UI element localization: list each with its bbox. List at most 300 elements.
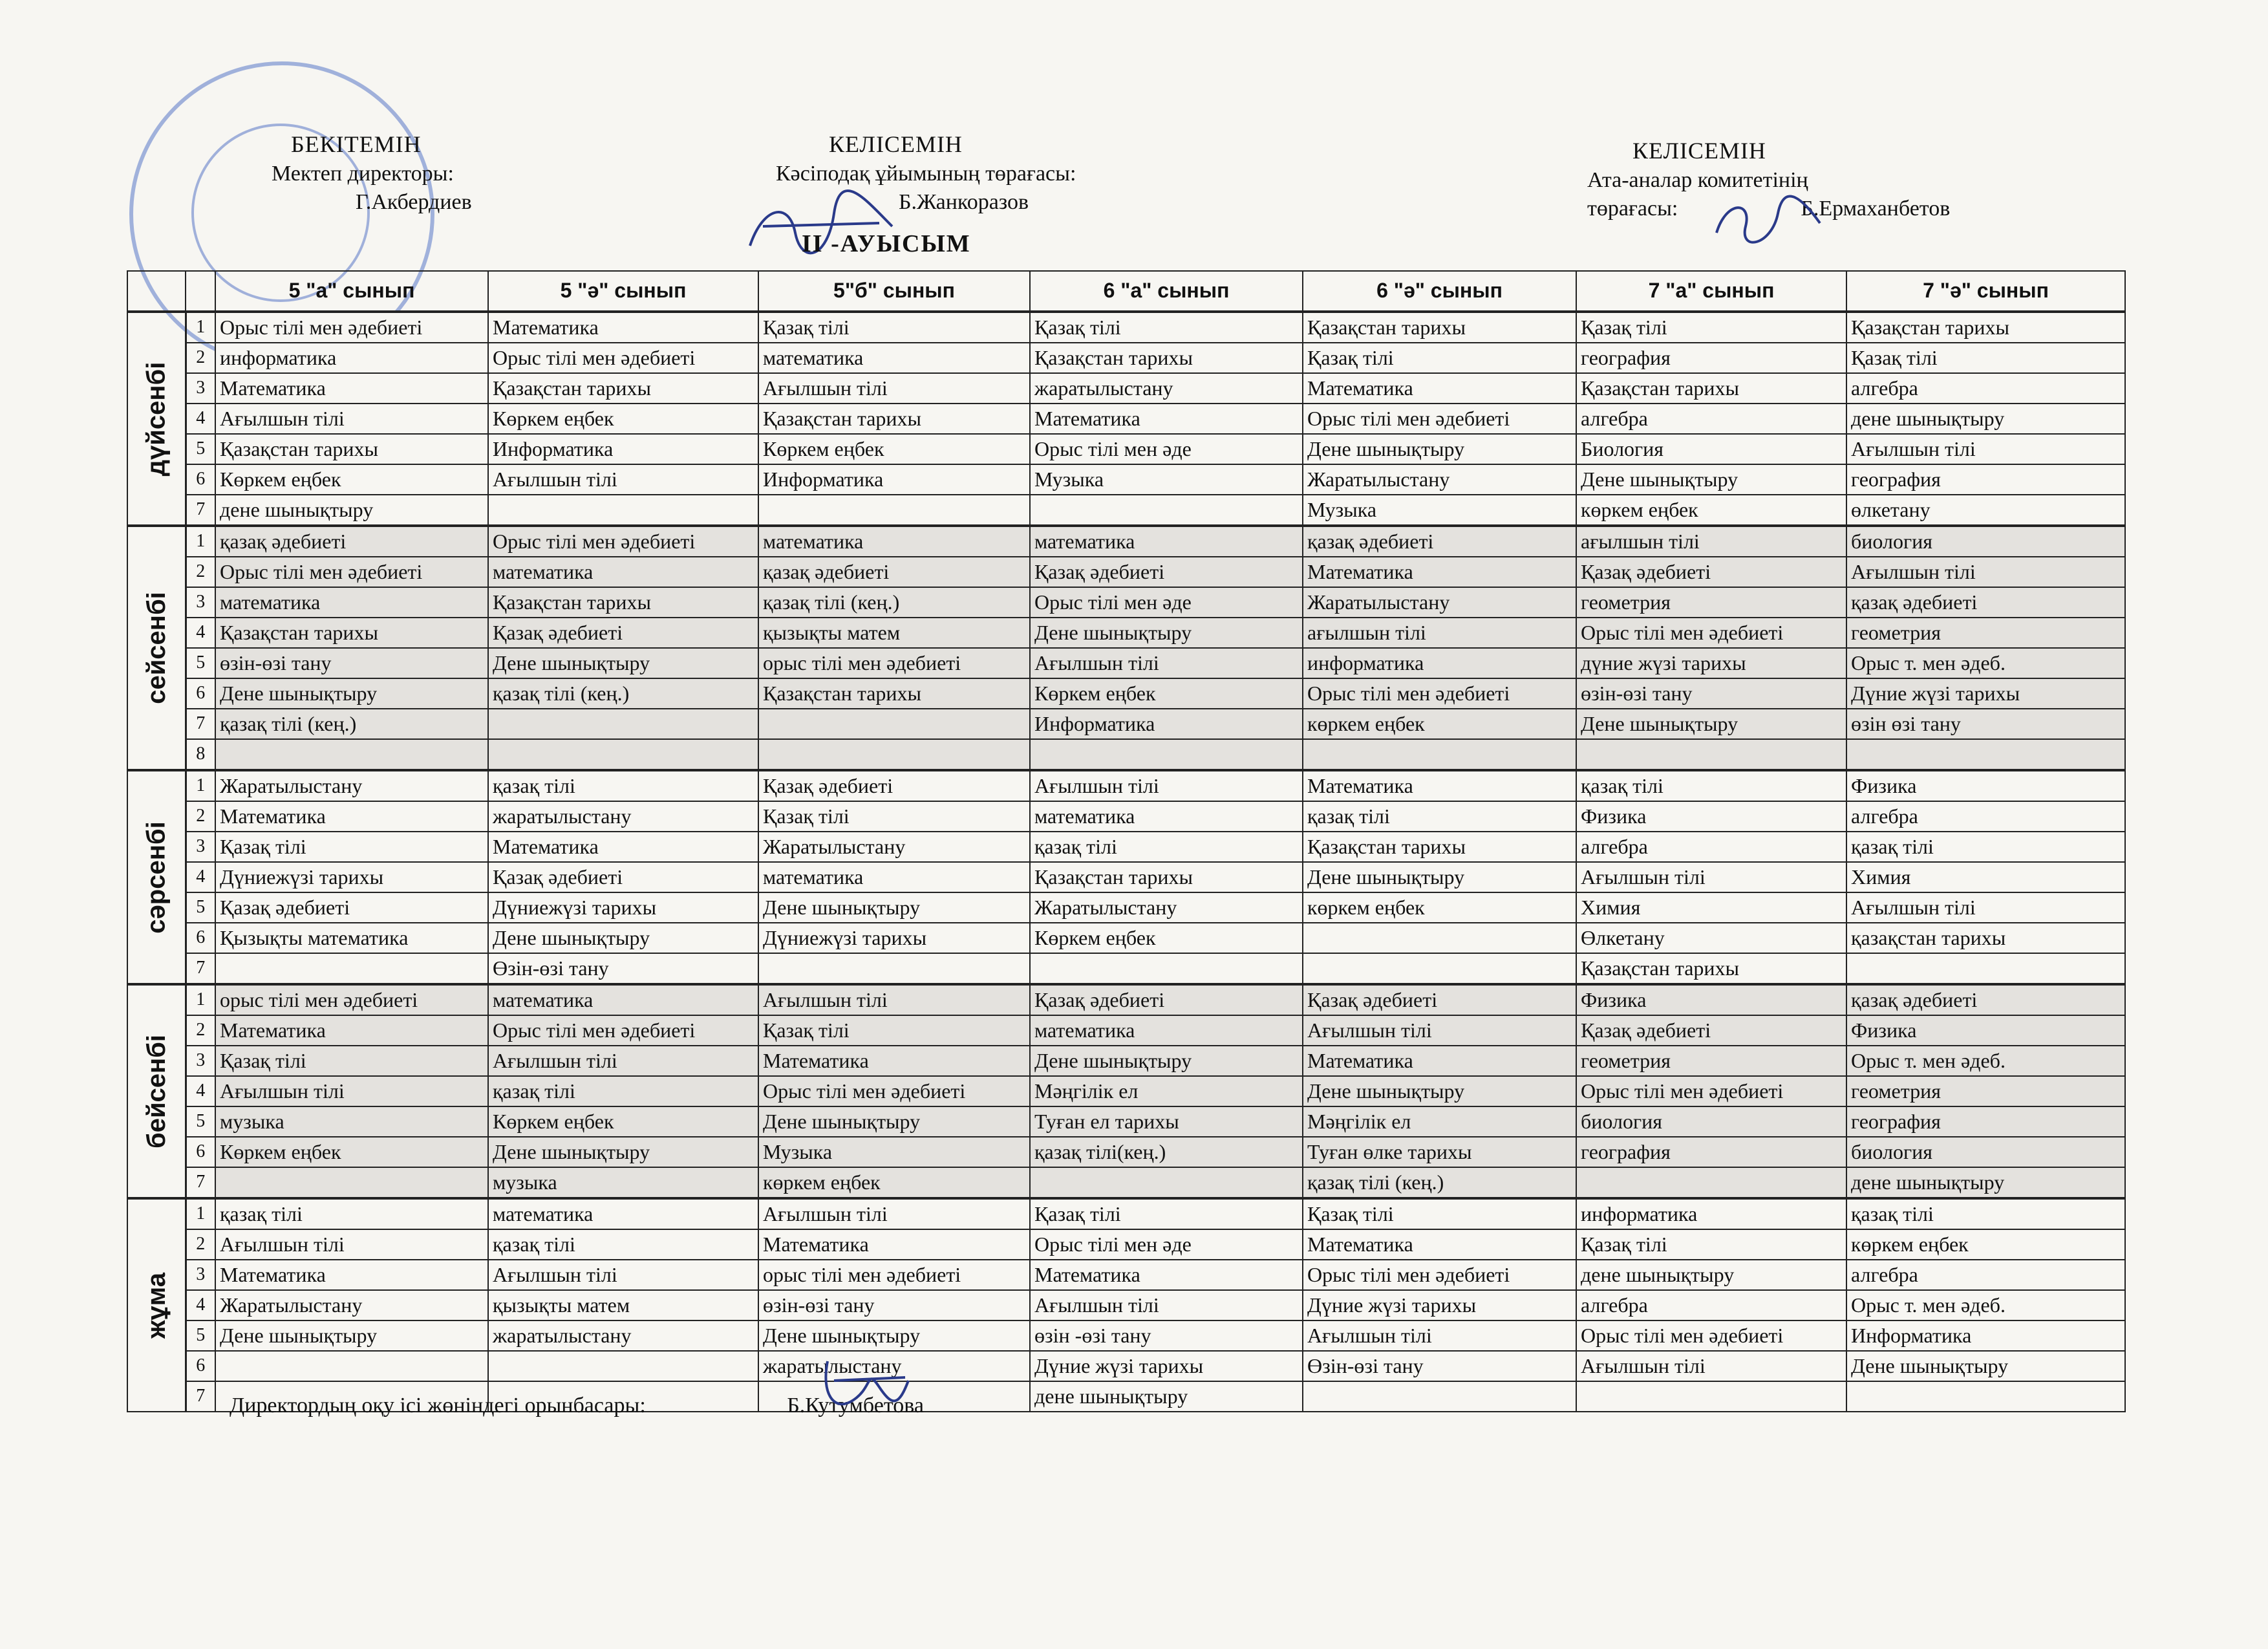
lesson-number: 6 (186, 464, 215, 495)
lesson-cell: математика (488, 984, 758, 1015)
lesson-cell: Дене шынықтыру (758, 1320, 1030, 1351)
lesson-cell: Туған ел тарихы (1030, 1106, 1303, 1137)
lesson-cell: Дүниежүзі тарихы (215, 862, 488, 892)
lesson-cell (1576, 1167, 1846, 1198)
lesson-row (127, 862, 2125, 892)
lesson-cell (215, 1351, 488, 1381)
lesson-cell: Қазақ тілі (758, 1015, 1030, 1046)
lesson-cell: Дене шынықтыру (215, 678, 488, 709)
lesson-cell: Мәңгілік ел (1303, 1106, 1576, 1137)
lesson-cell: Қазақстан тарихы (1303, 312, 1576, 343)
lesson-cell: математика (488, 1198, 758, 1229)
lesson-cell: Информатика (488, 434, 758, 464)
lesson-row (127, 312, 2125, 343)
lesson-cell: Орыс тілі мен әдебиеті (1303, 1260, 1576, 1290)
lesson-cell: Көркем еңбек (488, 1106, 758, 1137)
lesson-row (127, 709, 2125, 739)
lesson-cell: Информатика (1846, 1320, 2125, 1351)
lesson-cell (488, 709, 758, 739)
lesson-cell: жаратылыстану (488, 801, 758, 832)
lesson-cell (1030, 739, 1303, 770)
approval-role: Ата-аналар комитетінің (1587, 167, 1808, 192)
signature-deputy (808, 1348, 918, 1426)
corner-cell (186, 271, 215, 312)
lesson-number: 6 (186, 1137, 215, 1167)
shift-title: II -АУЫСЫМ (802, 230, 971, 257)
lesson-cell: Жаратылыстану (215, 1290, 488, 1320)
lesson-cell: Қазақ әдебиеті (758, 770, 1030, 801)
class-header: 6 "а" сынып (1030, 271, 1303, 312)
day-name: сейсенбі (142, 592, 171, 704)
lesson-number: 3 (186, 832, 215, 862)
lesson-cell (1846, 953, 2125, 984)
lesson-number: 3 (186, 373, 215, 404)
lesson-cell: Қазақстан тарихы (488, 373, 758, 404)
lesson-number: 4 (186, 1076, 215, 1106)
lesson-row (127, 404, 2125, 434)
lesson-number: 3 (186, 587, 215, 618)
lesson-cell: Математика (215, 1260, 488, 1290)
lesson-cell: Физика (1576, 984, 1846, 1015)
lesson-cell: Химия (1846, 862, 2125, 892)
lesson-cell: Дене шынықтыру (1030, 618, 1303, 648)
lesson-row (127, 770, 2125, 801)
lesson-number: 7 (186, 1167, 215, 1198)
lesson-row (127, 1137, 2125, 1167)
lesson-cell (488, 739, 758, 770)
lesson-cell: математика (758, 862, 1030, 892)
day-label-cell (127, 770, 186, 984)
lesson-cell: математика (488, 557, 758, 587)
lesson-cell: Математика (488, 832, 758, 862)
lesson-cell: қазақ тілі (488, 1076, 758, 1106)
approval-name: Г.Акбердиев (356, 189, 472, 214)
lesson-cell: Орыс тілі мен әдебиеті (488, 343, 758, 373)
lesson-cell: Ағылшын тілі (488, 1046, 758, 1076)
lesson-cell: Қазақ әдебиеті (1576, 1015, 1846, 1046)
lesson-cell: Информатика (758, 464, 1030, 495)
lesson-cell: өзін-өзі тану (215, 648, 488, 678)
lesson-cell: Математика (758, 1046, 1030, 1076)
lesson-number: 4 (186, 404, 215, 434)
class-header: 5"б" сынып (758, 271, 1030, 312)
lesson-cell (1846, 739, 2125, 770)
lesson-row (127, 526, 2125, 557)
day-name: жұма (142, 1272, 171, 1339)
lesson-row (127, 1106, 2125, 1137)
lesson-cell: Қазақ тілі (758, 801, 1030, 832)
lesson-cell: Ағылшын тілі (488, 464, 758, 495)
lesson-cell: қазақ тілі (1030, 832, 1303, 862)
lesson-cell: Дене шынықтыру (1303, 862, 1576, 892)
lesson-cell: Көркем еңбек (215, 1137, 488, 1167)
lesson-cell (758, 739, 1030, 770)
lesson-row (127, 373, 2125, 404)
lesson-cell: Орыс тілі мен әдебиеті (215, 312, 488, 343)
lesson-cell: Информатика (1030, 709, 1303, 739)
lesson-cell: Музыка (758, 1137, 1030, 1167)
lesson-number: 1 (186, 1198, 215, 1229)
lesson-cell: география (1576, 1137, 1846, 1167)
lesson-cell: алгебра (1576, 832, 1846, 862)
lesson-cell: Ағылшын тілі (1846, 434, 2125, 464)
lesson-cell: Көркем еңбек (488, 404, 758, 434)
lesson-cell: Дүние жүзі тарихы (1846, 678, 2125, 709)
lesson-row (127, 587, 2125, 618)
lesson-cell: Көркем еңбек (758, 434, 1030, 464)
lesson-cell: Химия (1576, 892, 1846, 923)
lesson-cell: Көркем еңбек (1030, 678, 1303, 709)
lesson-cell: Дене шынықтыру (1303, 1076, 1576, 1106)
class-header: 7 "а" сынып (1576, 271, 1846, 312)
lesson-cell: қазақ әдебиеті (758, 557, 1030, 587)
lesson-cell: Қазақстан тарихы (488, 587, 758, 618)
lesson-cell (1303, 739, 1576, 770)
lesson-cell (215, 953, 488, 984)
lesson-cell: Қазақ әдебиеті (215, 892, 488, 923)
lesson-number: 8 (186, 739, 215, 770)
lesson-row (127, 1260, 2125, 1290)
lesson-cell: Орыс т. мен әдеб. (1846, 1290, 2125, 1320)
lesson-cell: қазақ тілі (кең.) (1303, 1167, 1576, 1198)
lesson-row (127, 984, 2125, 1015)
lesson-cell: география (1846, 464, 2125, 495)
lesson-cell: Қазақстан тарихы (758, 404, 1030, 434)
lesson-cell: Орыс тілі мен әде (1030, 1229, 1303, 1260)
lesson-row (127, 618, 2125, 648)
lesson-cell: Қазақ тілі (758, 312, 1030, 343)
lesson-cell: Математика (215, 373, 488, 404)
lesson-number: 7 (186, 495, 215, 526)
lesson-cell: дене шынықтыру (1030, 1381, 1303, 1412)
lesson-number: 7 (186, 709, 215, 739)
lesson-cell: Ағылшын тілі (1846, 892, 2125, 923)
lesson-row (127, 739, 2125, 770)
lesson-cell: көркем еңбек (1303, 709, 1576, 739)
lesson-row (127, 1290, 2125, 1320)
lesson-cell: қазақ әдебиеті (1846, 587, 2125, 618)
lesson-number: 5 (186, 1320, 215, 1351)
lesson-cell: дүние жүзі тарихы (1576, 648, 1846, 678)
day-label-cell (127, 312, 186, 526)
lesson-cell: Математика (1303, 1229, 1576, 1260)
lesson-cell: Қазақ тілі (1576, 1229, 1846, 1260)
lesson-cell: алгебра (1846, 801, 2125, 832)
lesson-cell: Қазақ әдебиеті (1303, 984, 1576, 1015)
lesson-row (127, 923, 2125, 953)
lesson-cell: геометрия (1846, 618, 2125, 648)
lesson-row (127, 1076, 2125, 1106)
day-label-cell (127, 984, 186, 1198)
lesson-cell (1030, 495, 1303, 526)
lesson-cell: Қазақ тілі (215, 832, 488, 862)
lesson-row (127, 434, 2125, 464)
lesson-number: 2 (186, 343, 215, 373)
lesson-cell: Математика (1303, 373, 1576, 404)
lesson-cell: Жаратылыстану (1303, 464, 1576, 495)
lesson-cell: Ағылшын тілі (1576, 862, 1846, 892)
lesson-cell: Қазақстан тарихы (1576, 373, 1846, 404)
lesson-number: 6 (186, 1351, 215, 1381)
class-header: 7 "ә" сынып (1846, 271, 2125, 312)
lesson-cell: қазақ тілі (488, 770, 758, 801)
timetable (127, 270, 2126, 1412)
approval-title: КЕЛІСЕМІН (1632, 138, 1766, 164)
lesson-cell: Қазақ әдебиеті (1576, 557, 1846, 587)
lesson-number: 2 (186, 1015, 215, 1046)
lesson-cell: Ағылшын тілі (1030, 1290, 1303, 1320)
class-header: 6 "ә" сынып (1303, 271, 1576, 312)
lesson-cell: Дене шынықтыру (1576, 464, 1846, 495)
lesson-cell: қазақстан тарихы (1846, 923, 2125, 953)
lesson-cell: Математика (1303, 1046, 1576, 1076)
lesson-cell: ағылшын тілі (1576, 526, 1846, 557)
day-name: сәрсенбі (142, 821, 171, 934)
lesson-number: 2 (186, 1229, 215, 1260)
lesson-cell: қазақ тілі (кең.) (488, 678, 758, 709)
lesson-number: 4 (186, 618, 215, 648)
lesson-cell: Қазақ әдебиеті (488, 862, 758, 892)
lesson-row (127, 557, 2125, 587)
lesson-cell: Дене шынықтыру (1576, 709, 1846, 739)
lesson-cell: Дене шынықтыру (758, 1106, 1030, 1137)
lesson-cell: Математика (215, 1015, 488, 1046)
lesson-cell: жаратылыстану (488, 1320, 758, 1351)
lesson-cell (1303, 953, 1576, 984)
footer-name: Б.Кутумбетова (787, 1394, 924, 1417)
lesson-row (127, 1167, 2125, 1198)
lesson-cell: Орыс т. мен әдеб. (1846, 1046, 2125, 1076)
lesson-cell: Орыс т. мен әдеб. (1846, 648, 2125, 678)
lesson-row (127, 464, 2125, 495)
lesson-number: 1 (186, 312, 215, 343)
lesson-cell: Ағылшын тілі (1846, 557, 2125, 587)
lesson-cell (1846, 1381, 2125, 1412)
lesson-cell: көркем еңбек (758, 1167, 1030, 1198)
lesson-cell (488, 1351, 758, 1381)
lesson-cell: Ағылшын тілі (1303, 1015, 1576, 1046)
approval-role: Кәсіподақ ұйымының төрағасы: (776, 161, 1076, 186)
lesson-cell: геометрия (1576, 587, 1846, 618)
lesson-cell: дене шынықтыру (1846, 1167, 2125, 1198)
lesson-cell: жаратылыстану (758, 1351, 1030, 1381)
lesson-cell: көркем еңбек (1846, 1229, 2125, 1260)
lesson-number: 3 (186, 1046, 215, 1076)
lesson-number: 1 (186, 770, 215, 801)
lesson-row (127, 1229, 2125, 1260)
lesson-cell: математика (215, 587, 488, 618)
lesson-number: 5 (186, 648, 215, 678)
lesson-cell: қазақ тілі (215, 1198, 488, 1229)
lesson-cell: Орыс тілі мен әдебиеті (1576, 1076, 1846, 1106)
lesson-cell: алгебра (1846, 373, 2125, 404)
lesson-row (127, 678, 2125, 709)
day-name: дүйсенбі (142, 361, 171, 476)
lesson-cell: өзін -өзі тану (1030, 1320, 1303, 1351)
lesson-number: 5 (186, 1106, 215, 1137)
lesson-cell: биология (1846, 1137, 2125, 1167)
lesson-cell: Дене шынықтыру (758, 892, 1030, 923)
lesson-cell: геометрия (1846, 1076, 2125, 1106)
lesson-cell: Математика (1303, 770, 1576, 801)
lesson-cell: Орыс тілі мен әдебиеті (1576, 618, 1846, 648)
lesson-cell: қазақ тілі (кең.) (758, 587, 1030, 618)
lesson-cell: дене шынықтыру (215, 495, 488, 526)
class-header: 5 "а" сынып (215, 271, 488, 312)
lesson-cell: жаратылыстану (1030, 373, 1303, 404)
day-label-cell (127, 526, 186, 770)
lesson-cell: математика (1030, 801, 1303, 832)
lesson-cell (1030, 1167, 1303, 1198)
lesson-cell: биология (1846, 526, 2125, 557)
lesson-cell: Қазақ әдебиеті (488, 618, 758, 648)
lesson-cell: Қазақ тілі (215, 1046, 488, 1076)
lesson-cell: алгебра (1576, 1290, 1846, 1320)
lesson-cell: Қазақ әдебиеті (1030, 984, 1303, 1015)
approval-director (272, 129, 472, 217)
lesson-cell: Орыс тілі мен әдебиеті (1576, 1320, 1846, 1351)
lesson-cell: Жаратылыстану (215, 770, 488, 801)
lesson-cell: информатика (215, 343, 488, 373)
lesson-cell: Қазақстан тарихы (215, 618, 488, 648)
lesson-number: 6 (186, 923, 215, 953)
lesson-cell: орыс тілі мен әдебиеті (758, 1260, 1030, 1290)
lesson-number: 7 (186, 953, 215, 984)
lesson-cell: қазақ әдебиеті (215, 526, 488, 557)
lesson-cell: биология (1576, 1106, 1846, 1137)
lesson-cell: Өзін-өзі тану (1303, 1351, 1576, 1381)
lesson-cell: Математика (1030, 1260, 1303, 1290)
lesson-cell: Өлкетану (1576, 923, 1846, 953)
lesson-cell: Қазақстан тарихы (215, 434, 488, 464)
lesson-number: 7 (186, 1381, 215, 1412)
lesson-cell: математика (1030, 526, 1303, 557)
lesson-number: 1 (186, 984, 215, 1015)
lesson-number: 6 (186, 678, 215, 709)
lesson-cell: Қазақстан тарихы (758, 678, 1030, 709)
lesson-number: 2 (186, 801, 215, 832)
lesson-cell: Орыс тілі мен әдебиеті (488, 1015, 758, 1046)
lesson-cell: Дене шынықтыру (215, 1320, 488, 1351)
lesson-cell: Физика (1576, 801, 1846, 832)
lesson-cell: математика (758, 526, 1030, 557)
lesson-cell: Дене шынықтыру (488, 1137, 758, 1167)
lesson-cell: музыка (215, 1106, 488, 1137)
lesson-cell: қазақ тілі (1846, 1198, 2125, 1229)
lesson-cell: қазақ тілі(кең.) (1030, 1137, 1303, 1167)
lesson-cell: орыс тілі мен әдебиеті (758, 648, 1030, 678)
lesson-row (127, 832, 2125, 862)
lesson-cell (758, 709, 1030, 739)
lesson-cell (215, 739, 488, 770)
lesson-number: 4 (186, 1290, 215, 1320)
lesson-row (127, 495, 2125, 526)
lesson-cell: дене шынықтыру (1846, 404, 2125, 434)
lesson-cell: Ағылшын тілі (215, 404, 488, 434)
lesson-cell: қазақ тілі (1576, 770, 1846, 801)
lesson-cell: Орыс тілі мен әде (1030, 434, 1303, 464)
lesson-cell: қызықты матем (758, 618, 1030, 648)
lesson-cell: Қазақстан тарихы (1030, 862, 1303, 892)
lesson-row (127, 648, 2125, 678)
lesson-row (127, 953, 2125, 984)
lesson-cell: Музыка (1030, 464, 1303, 495)
lesson-cell: Дүние жүзі тарихы (1303, 1290, 1576, 1320)
lesson-cell: Математика (1030, 404, 1303, 434)
class-header-row (127, 271, 2125, 312)
lesson-cell (758, 495, 1030, 526)
lesson-number: 5 (186, 892, 215, 923)
day-name: бейсенбі (142, 1034, 171, 1148)
lesson-cell: Физика (1846, 1015, 2125, 1046)
lesson-row (127, 892, 2125, 923)
lesson-cell: Қазақ тілі (1030, 1198, 1303, 1229)
lesson-cell: Дүние жүзі тарихы (1030, 1351, 1303, 1381)
lesson-cell: Дене шынықтыру (1030, 1046, 1303, 1076)
lesson-cell: көркем еңбек (1576, 495, 1846, 526)
approval-role: Мектеп директоры: (272, 161, 454, 186)
lesson-cell: қазақ тілі (1303, 801, 1576, 832)
lesson-cell: математика (1030, 1015, 1303, 1046)
lesson-cell: музыка (488, 1167, 758, 1198)
lesson-cell: Ағылшын тілі (488, 1260, 758, 1290)
lesson-number: 4 (186, 862, 215, 892)
lesson-cell: Дене шынықтыру (1303, 434, 1576, 464)
approval-title: КЕЛІСЕМІН (829, 131, 963, 157)
lesson-cell: алгебра (1576, 404, 1846, 434)
day-label-cell (127, 1198, 186, 1412)
lesson-cell (215, 1167, 488, 1198)
lesson-cell: география (1576, 343, 1846, 373)
lesson-number: 5 (186, 434, 215, 464)
lesson-cell: өзін өзі тану (1846, 709, 2125, 739)
lesson-cell: Ағылшын тілі (758, 984, 1030, 1015)
lesson-number: 1 (186, 526, 215, 557)
lesson-cell: Орыс тілі мен әдебиеті (758, 1076, 1030, 1106)
lesson-cell: Ағылшын тілі (758, 1198, 1030, 1229)
lesson-cell: Дене шынықтыру (488, 648, 758, 678)
lesson-cell: Ағылшын тілі (215, 1229, 488, 1260)
lesson-cell: Жаратылыстану (1030, 892, 1303, 923)
lesson-cell: Қазақ тілі (1303, 343, 1576, 373)
lesson-cell: Қазақ тілі (1030, 312, 1303, 343)
lesson-cell: география (1846, 1106, 2125, 1137)
lesson-cell: қазақ әдебиеті (1303, 526, 1576, 557)
lesson-row (127, 1351, 2125, 1381)
lesson-row (127, 801, 2125, 832)
lesson-cell: Биология (1576, 434, 1846, 464)
lesson-cell: Орыс тілі мен әдебиеті (1303, 404, 1576, 434)
lesson-cell: Орыс тілі мен әдебиеті (1303, 678, 1576, 709)
lesson-cell: информатика (1576, 1198, 1846, 1229)
lesson-cell: математика (758, 343, 1030, 373)
lesson-cell: Жаратылыстану (1303, 587, 1576, 618)
approval-name: Б.Жанкоразов (899, 189, 1029, 214)
lesson-cell: Қазақ әдебиеті (1030, 557, 1303, 587)
lesson-cell: Туған өлке тарихы (1303, 1137, 1576, 1167)
lesson-cell (758, 953, 1030, 984)
lesson-cell: Қызықты математика (215, 923, 488, 953)
lesson-cell: Өзін-өзі тану (488, 953, 758, 984)
lesson-row (127, 1015, 2125, 1046)
lesson-cell: өзін-өзі тану (1576, 678, 1846, 709)
lesson-cell (1576, 739, 1846, 770)
lesson-cell: Дүниежүзі тарихы (758, 923, 1030, 953)
lesson-cell: Ағылшын тілі (1030, 648, 1303, 678)
lesson-cell: Ағылшын тілі (215, 1076, 488, 1106)
lesson-cell: Дүниежүзі тарихы (488, 892, 758, 923)
lesson-cell: Ағылшын тілі (758, 373, 1030, 404)
